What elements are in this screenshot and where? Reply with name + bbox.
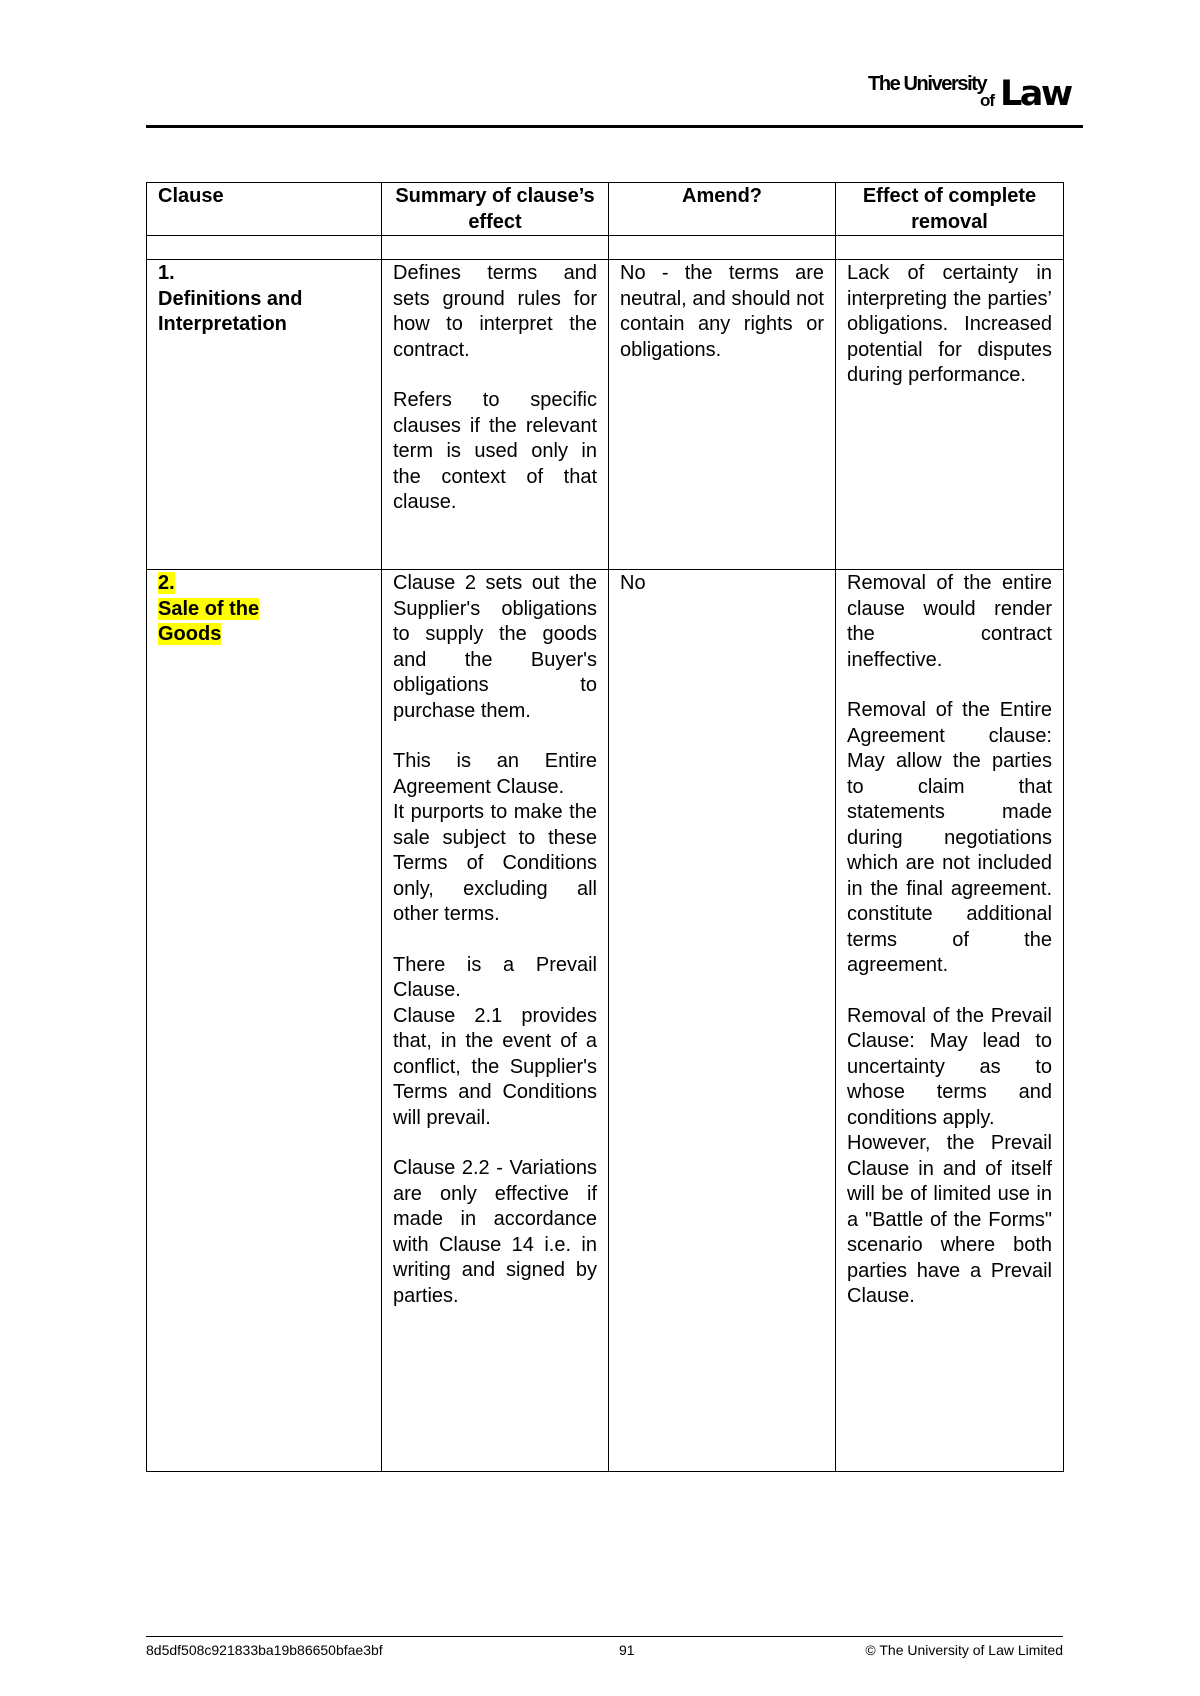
clause-name: Definitions and Interpretation <box>158 287 303 335</box>
amend-text: No <box>620 572 646 594</box>
clause-cell <box>147 570 382 1472</box>
summary-paragraph: Clause 2.1 provides that, in the event of a conflict, the Supplier's Terms and Conditions will prevail. <box>393 1004 597 1129</box>
spacer-cell <box>836 236 1064 260</box>
effect-paragraph: Lack of certainty in interpreting the parties’ obligations. Increased potential for disputes during performance. <box>847 262 1052 386</box>
logo-line-1: The University <box>868 73 987 95</box>
document-id: 8d5df508c921833ba19b86650bfae3bf <box>146 1642 383 1658</box>
logo-line-3: Law <box>1000 74 1071 114</box>
effect-cell <box>836 260 1064 570</box>
clause-name: Sale of the Goods <box>158 597 260 645</box>
header-rule <box>146 125 1083 128</box>
university-logo <box>868 74 1074 112</box>
copyright-notice: © The University of Law Limited <box>865 1642 1063 1658</box>
clause-number: 1. <box>158 262 175 284</box>
header-effect: Effect of complete removal <box>836 183 1064 236</box>
effect-paragraph: However, the Prevail Clause in and of itself will be of limited use in a "Battle of the Forms" scenario where both parties have a Prevail Clause. <box>847 1132 1052 1307</box>
effect-cell <box>836 570 1064 1472</box>
summary-cell <box>382 260 609 570</box>
amend-cell <box>609 260 836 570</box>
table-row <box>147 570 1064 1472</box>
table-header-row <box>147 183 1064 236</box>
summary-paragraph: There is a Prevail Clause. <box>393 953 597 1001</box>
spacer-cell <box>609 236 836 260</box>
summary-paragraph: Defines terms and sets ground rules for how to interpret the contract. <box>393 262 597 361</box>
clause-number: 2. <box>158 572 175 594</box>
amend-text: No - the terms are neutral, and should not contain any rights or obligations. <box>620 262 824 361</box>
effect-paragraph: Removal of the Entire Agreement clause: May allow the parties to claim that statements made during negotiations which are not included in the final agreement. constitute additional terms of the agreement. <box>847 699 1052 976</box>
summary-paragraph: Clause 2.2 - Variations are only effective if made in accordance with Clause 14 i.e. in writing and signed by parties. <box>393 1157 597 1307</box>
page-number: 91 <box>619 1642 635 1658</box>
amend-cell <box>609 570 836 1472</box>
footer-rule <box>146 1636 1063 1637</box>
effect-paragraph: Removal of the entire clause would render the contract ineffective. <box>847 572 1052 671</box>
effect-paragraph: Removal of the Prevail Clause: May lead to uncertainty as to whose terms and conditions apply. <box>847 1004 1052 1129</box>
spacer-row <box>147 236 1064 260</box>
summary-paragraph: Refers to specific clauses if the relevant term is used only in the context of that clause. <box>393 389 597 513</box>
summary-paragraph: It purports to make the sale subject to these Terms of Conditions only, excluding all other terms. <box>393 801 597 925</box>
header-clause: Clause <box>147 183 382 236</box>
summary-paragraph: Clause 2 sets out the Supplier's obligations to supply the goods and the Buyer's obligations to purchase them. <box>393 572 597 722</box>
table-row <box>147 260 1064 570</box>
summary-cell <box>382 570 609 1472</box>
clause-table <box>146 182 1064 1472</box>
header-amend: Amend? <box>609 183 836 236</box>
spacer-cell <box>147 236 382 260</box>
logo-line-2: of <box>980 91 995 110</box>
summary-paragraph: This is an Entire Agreement Clause. <box>393 750 597 798</box>
spacer-cell <box>382 236 609 260</box>
header-summary: Summary of clause’s effect <box>382 183 609 236</box>
clause-cell <box>147 260 382 570</box>
